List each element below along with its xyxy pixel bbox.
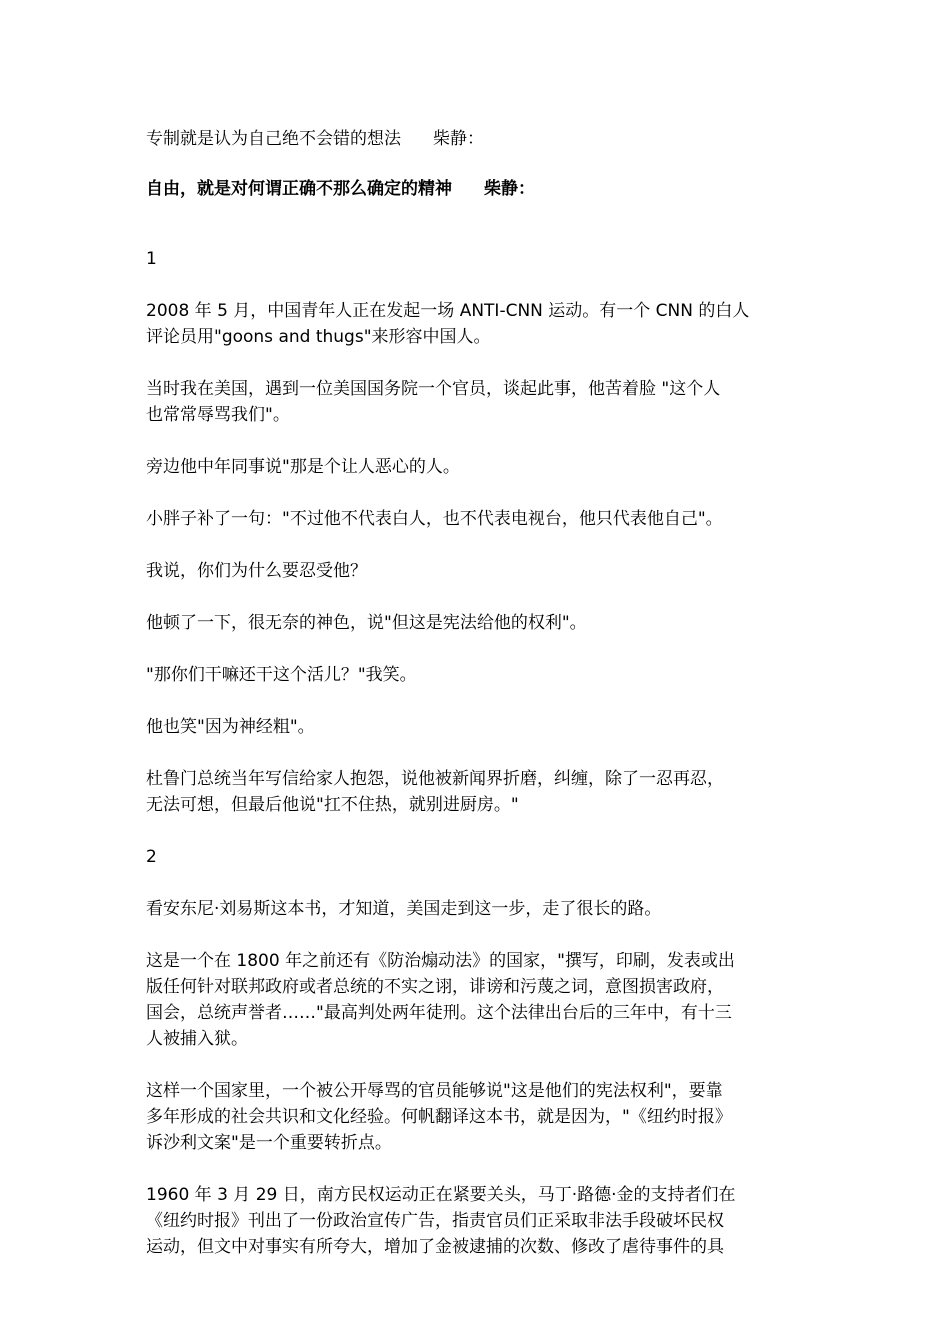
paragraph (146, 1182, 806, 1260)
paragraph-line: 我说，你们为什么要忍受他？ (146, 561, 367, 581)
paragraph-line: 2008 年 5 月，中国青年人正在发起一场 ANTI-CNN 运动。有一个 CNN 的白人 (146, 301, 750, 321)
paragraph (146, 714, 806, 740)
paragraph (146, 376, 806, 428)
paragraph-line: 版任何针对联邦政府或者总统的不实之诩，诽谤和污蔑之词，意图损害政府， (146, 977, 724, 997)
paragraph-line: 《纽约时报》刊出了一份政治宣传广告，指责官员们正采取非法手段破坏民权 (146, 1211, 724, 1231)
title-2-text: 自由，就是对何谓正确不那么确定的精神 (146, 179, 452, 199)
paragraph-line: 旁边他中年同事说"那是个让人恶心的人。 (146, 457, 460, 477)
paragraph-line: 诉沙利文案"是一个重要转折点。 (146, 1133, 392, 1153)
paragraph-line: 运动，但文中对事实有所夸大，增加了金被逮捕的次数、修改了虐待事件的具 (146, 1237, 724, 1257)
paragraph (146, 662, 806, 688)
paragraph-line: 他也笑"因为神经粗"。 (146, 717, 315, 737)
title-1-text: 专制就是认为自己绝不会错的想法 (146, 129, 401, 149)
paragraph-line: 多年形成的社会共识和文化经验。何帆翻译这本书，就是因为，"《纽约时报》 (146, 1107, 732, 1127)
section-2-body (146, 896, 806, 1260)
title-2-author: 柴静： (484, 179, 535, 199)
paragraph-line: 这是一个在 1800 年之前还有《防治煽动法》的国家，"撰写，印刷，发表或出 (146, 951, 735, 971)
paragraph (146, 558, 806, 584)
paragraph-line: 看安东尼·刘易斯这本书，才知道，美国走到这一步，走了很长的路。 (146, 899, 662, 919)
section-1-body (146, 298, 806, 818)
paragraph-line: 国会，总统声誉者……"最高判处两年徒刑。这个法律出台后的三年中，有十三 (146, 1003, 732, 1023)
document-page (146, 126, 806, 1260)
paragraph-line: 人被捕入狱。 (146, 1029, 248, 1049)
paragraph-line: 也常常辱骂我们"。 (146, 405, 290, 425)
paragraph (146, 454, 806, 480)
paragraph (146, 298, 806, 350)
title-line-2 (146, 176, 806, 202)
paragraph (146, 610, 806, 636)
paragraph-line: 这样一个国家里，一个被公开辱骂的官员能够说"这是他们的宪法权利"，要靠 (146, 1081, 723, 1101)
section-number-1: 1 (146, 249, 157, 269)
paragraph (146, 948, 806, 1052)
paragraph-line: 杜鲁门总统当年写信给家人抱怨，说他被新闻界折磨，纠缠，除了一忍再忍， (146, 769, 724, 789)
paragraph-line: 他顿了一下，很无奈的神色，说"但这是宪法给他的权利"。 (146, 613, 587, 633)
title-line-1 (146, 126, 806, 152)
paragraph-line: 小胖子补了一句："不过他不代表白人，也不代表电视台，他只代表他自己"。 (146, 509, 723, 529)
paragraph-line: 当时我在美国，遇到一位美国国务院一个官员，谈起此事，他苦着脸 "这个人 (146, 379, 721, 399)
paragraph (146, 1078, 806, 1156)
paragraph (146, 506, 806, 532)
paragraph-line: 评论员用"goons and thugs"来形容中国人。 (146, 327, 491, 347)
paragraph-line: 无法可想，但最后他说"扛不住热，就别进厨房。" (146, 795, 519, 815)
paragraph-line: 1960 年 3 月 29 日，南方民权运动正在紧要关头，马丁·路德·金的支持者们在 (146, 1185, 736, 1205)
section-number-2: 2 (146, 847, 157, 867)
title-1-author: 柴静： (433, 129, 484, 149)
paragraph (146, 766, 806, 818)
paragraph-line: "那你们干嘛还干这个活儿？"我笑。 (146, 665, 417, 685)
paragraph (146, 896, 806, 922)
